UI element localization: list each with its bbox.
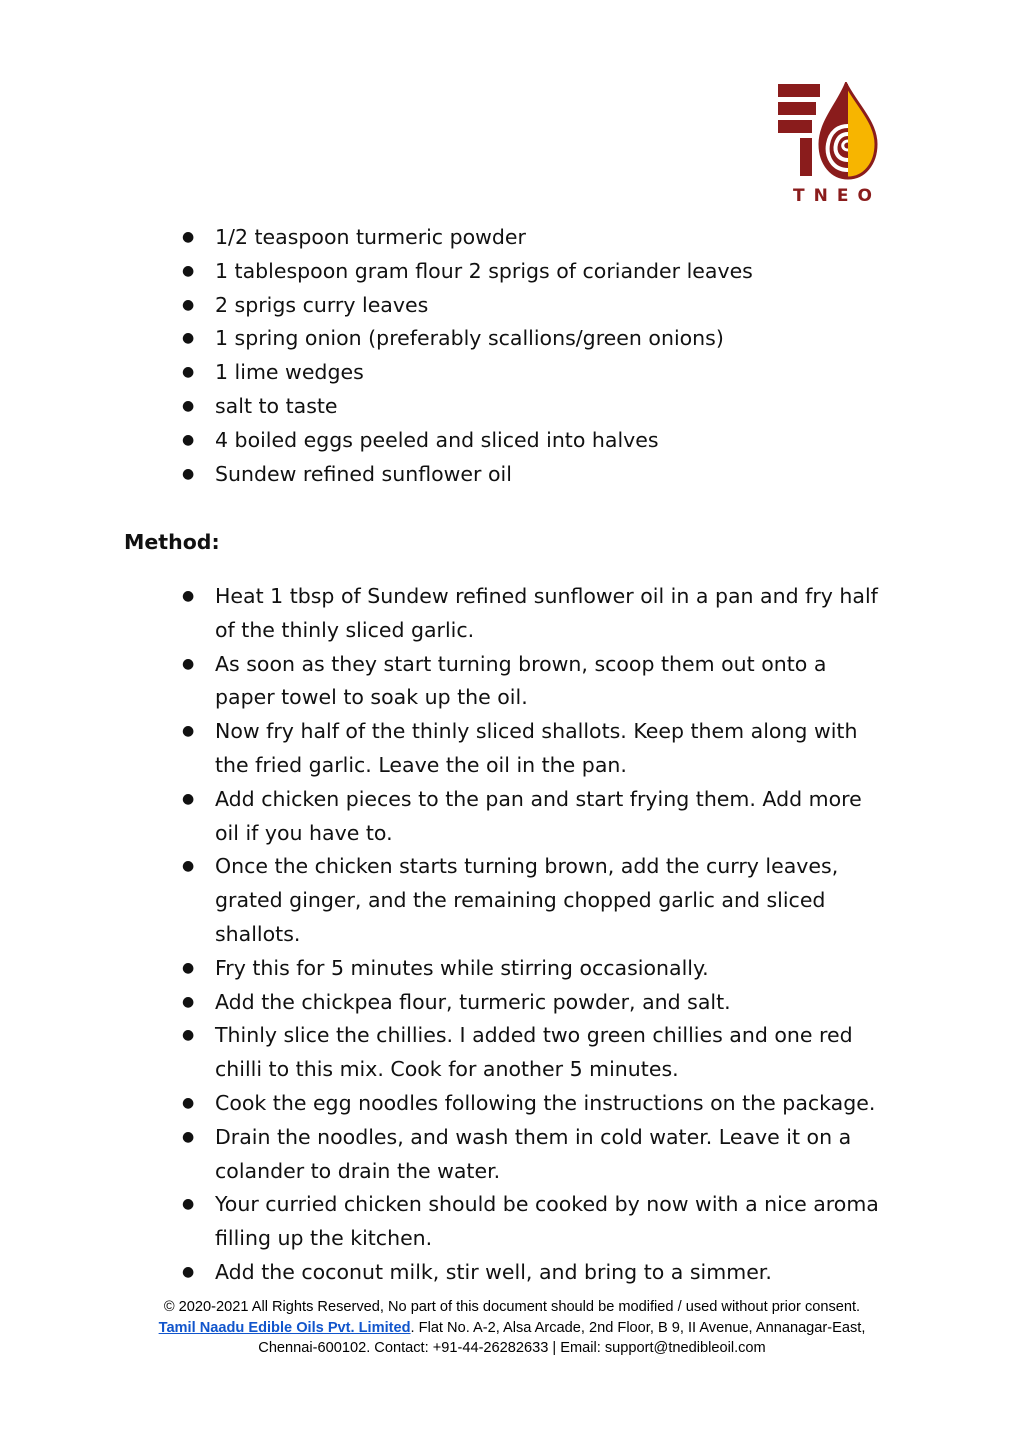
list-item: ● Add the coconut milk, stir well, and bring to a simmer. [182, 1256, 882, 1290]
footer [112, 1297, 912, 1359]
list-item: ● Add the chickpea flour, turmeric powder, and salt. [182, 986, 882, 1020]
list-item: ● 1 lime wedges [182, 356, 882, 390]
list-item: ● 1 spring onion (preferably scallions/green onions) [182, 322, 882, 356]
list-item: ● 1/2 teaspoon turmeric powder [182, 221, 882, 255]
list-item: ● 2 sprigs curry leaves [182, 289, 882, 323]
list-item: ● Drain the noodles, and wash them in cold water. Leave it on a colander to drain the water. [182, 1121, 882, 1189]
method-step-list [182, 580, 882, 1290]
list-item: ● 1 tablespoon gram flour 2 sprigs of coriander leaves [182, 255, 882, 289]
list-item: ● Sundew refined sunflower oil [182, 458, 882, 492]
list-item: ● salt to taste [182, 390, 882, 424]
tneo-logo [776, 82, 886, 206]
list-item: ● Add chicken pieces to the pan and start frying them. Add more oil if you have to. [182, 783, 882, 851]
copyright-text: © 2020-2021 All Rights Reserved, No part of this document should be modified / used without prior consent. [163, 1299, 861, 1315]
ingredient-list [182, 221, 882, 491]
oil-drop-logo-icon [776, 82, 886, 182]
list-item: ● Once the chicken starts turning brown, add the curry leaves, grated ginger, and the remaining chopped garlic and sliced shallots. [182, 850, 882, 951]
list-item: ● Now fry half of the thinly sliced shallots. Keep them along with the fried garlic. Leave the oil in the pan. [182, 715, 882, 783]
footer-address-line [112, 1318, 912, 1339]
list-item: ● Your curried chicken should be cooked by now with a nice aroma filling up the kitchen. [182, 1188, 882, 1256]
list-item: ● Cook the egg noodles following the instructions on the package. [182, 1087, 882, 1121]
list-item: ● Thinly slice the chillies. I added two green chillies and one red chilli to this mix. Cook for another 5 minutes. [182, 1019, 882, 1087]
list-item: ● 4 boiled eggs peeled and sliced into halves [182, 424, 882, 458]
address-text: . Flat No. A-2, Alsa Arcade, 2nd Floor, B 9, II Avenue, Annanagar-East, [410, 1319, 866, 1336]
list-item: ● Heat 1 tbsp of Sundew refined sunflower oil in a pan and fry half of the thinly sliced garlic. [182, 580, 882, 648]
contact-text: Chennai-600102. Contact: +91-44-26282633 | Email: support@tnedibleoil.com [258, 1340, 766, 1356]
list-item: ● Fry this for 5 minutes while stirring occasionally. [182, 952, 882, 986]
company-link[interactable]: Tamil Naadu Edible Oils Pvt. Limited [158, 1319, 411, 1336]
logo-text: TNEO [793, 186, 881, 206]
method-heading: Method: [124, 530, 220, 554]
list-item: ● As soon as they start turning brown, scoop them out onto a paper towel to soak up the oil. [182, 648, 882, 716]
